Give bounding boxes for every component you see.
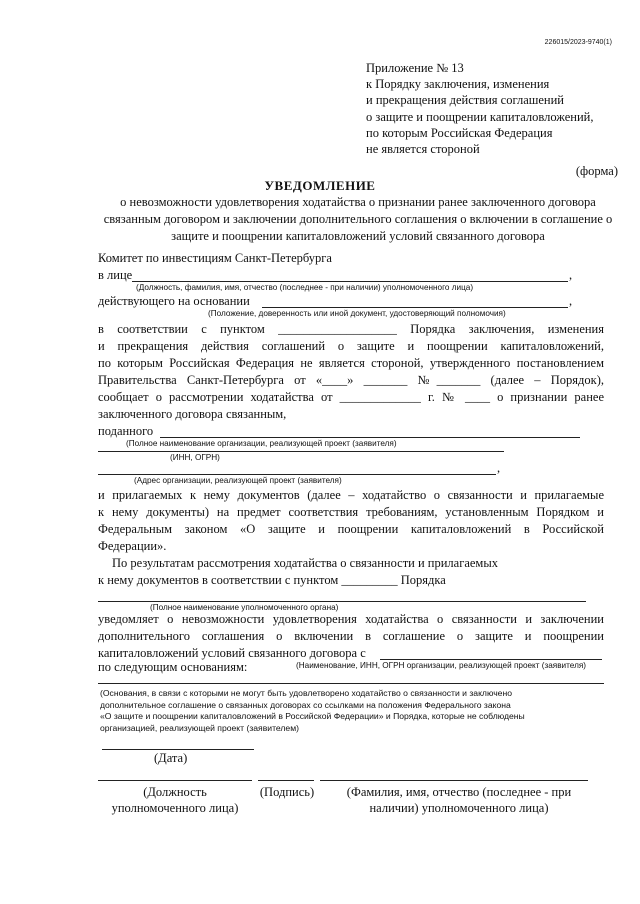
paragraph-line: в соответствии с пунктом ___________________ Порядка заключения, изменения bbox=[98, 322, 604, 336]
page-subtitle: о невозможности удовлетворения ходатайства о признании ранее заключенного договора связанным договором и заключении дополнительного соглашения о включении в соглашение о защите и поощрении капиталовложений условий связанного договора bbox=[103, 195, 613, 243]
committee-name: Комитет по инвестициям Санкт-Петербурга bbox=[98, 251, 332, 265]
paragraph-line: к нему документы) на предмет соответствия требованиям, установленным Порядком и bbox=[98, 505, 604, 519]
form-label: (форма) bbox=[575, 164, 618, 178]
paragraph-line: по которым Российская Федерация не является стороной, утвержденного постановлением bbox=[98, 356, 604, 370]
name-caption bbox=[320, 784, 598, 816]
date-label: (Дата) bbox=[154, 751, 188, 765]
document-id: 226015/2023-9740(1) bbox=[544, 39, 612, 46]
caption-line: наличии) уполномоченного лица) bbox=[369, 801, 549, 815]
grounds-caption bbox=[100, 688, 525, 734]
submitted-label: поданного bbox=[98, 424, 154, 438]
date-line bbox=[102, 749, 254, 750]
signature-caption: (Подпись) bbox=[259, 785, 315, 799]
person-field-line bbox=[132, 281, 568, 282]
appendix-line: по которым Российская Федерация bbox=[366, 125, 553, 140]
paragraph-line: и прекращения действия соглашений о защите и поощрении капиталовложений, bbox=[98, 339, 604, 353]
caption-line: уполномоченного лица) bbox=[111, 801, 239, 815]
applicant-caption: (Наименование, ИНН, ОГРН организации, реализующей проект (заявителя) bbox=[296, 661, 587, 670]
name-line bbox=[320, 780, 588, 781]
comma: , bbox=[569, 268, 573, 282]
comma: , bbox=[497, 461, 501, 475]
signature-line bbox=[258, 780, 314, 781]
comma: , bbox=[569, 294, 573, 308]
address-line bbox=[98, 474, 496, 475]
paragraph-line: Правительства Санкт-Петербурга от «____» _______ №_______ (далее – Порядок), bbox=[98, 373, 604, 387]
caption-line: дополнительное соглашение о связанных договорах со ссылками на положения Федерального закона bbox=[100, 699, 511, 710]
paragraph-line: Федерации». bbox=[98, 539, 167, 553]
appendix-line: к Порядку заключения, изменения bbox=[366, 77, 550, 92]
position-line bbox=[98, 780, 252, 781]
address-caption: (Адрес организации, реализующей проект (заявителя) bbox=[134, 476, 342, 485]
basis-field-line bbox=[262, 307, 568, 308]
caption-line: «О защите и поощрении капиталовложений в Российской Федерации» и Порядка, которые не соблюдены bbox=[100, 711, 525, 721]
paragraph-line: и прилагаемых к нему документов (далее – ходатайство о связанности и прилагаемые bbox=[98, 488, 604, 502]
paragraph-line: Федеральным законом «О защите и поощрении капиталовложений в Российской bbox=[98, 522, 604, 536]
paragraph-line: уведомляет о невозможности удовлетворения ходатайства о связанности и заключении bbox=[98, 612, 604, 626]
caption-line: (Должность bbox=[143, 785, 207, 799]
caption-line: организацией, реализующей проект (заявителем) bbox=[100, 722, 299, 733]
inn-line bbox=[98, 451, 504, 452]
appendix-block bbox=[366, 60, 593, 157]
person-caption: (Должность, фамилия, имя, отчество (последнее - при наличии) уполномоченного лица) bbox=[136, 283, 474, 292]
paragraph-line: капиталовложений условий связанного договора с bbox=[98, 646, 366, 660]
paragraph-line: дополнительного соглашения о включении в соглашение о защите и поощрении bbox=[98, 629, 604, 643]
paragraph-line: к нему документов в соответствии с пунктом _________ Порядка bbox=[98, 573, 446, 587]
caption-line: (Основания, в связи с которыми не могут быть удовлетворено ходатайство о связанности и заключено bbox=[100, 688, 512, 698]
org-name-line bbox=[160, 437, 580, 438]
basis-caption: (Положение, доверенность или иной документ, удостоверяющий полномочия) bbox=[208, 309, 506, 318]
applicant-line bbox=[380, 659, 602, 660]
authority-line bbox=[98, 601, 586, 602]
page-title: УВЕДОМЛЕНИЕ bbox=[264, 178, 376, 193]
position-caption bbox=[94, 784, 256, 816]
grounds-label: по следующим основаниям: bbox=[98, 660, 248, 674]
grounds-line bbox=[98, 683, 604, 684]
authority-caption: (Полное наименование уполномоченного органа) bbox=[150, 603, 339, 612]
appendix-line: и прекращения действия соглашений bbox=[366, 93, 564, 108]
appendix-line: Приложение № 13 bbox=[366, 61, 464, 75]
paragraph-line: сообщает о рассмотрении ходатайства от _____________ г. № ____ о признании ранее bbox=[98, 390, 604, 404]
org-name-caption: (Полное наименование организации, реализующей проект (заявителя) bbox=[126, 439, 397, 448]
paragraph-line: заключенного договора связанным, bbox=[98, 407, 287, 421]
in-person-label: в лице bbox=[98, 268, 133, 282]
inn-caption: (ИНН, ОГРН) bbox=[170, 453, 220, 462]
acting-basis-label: действующего на основании bbox=[98, 294, 250, 308]
caption-line: (Фамилия, имя, отчество (последнее - при bbox=[346, 785, 572, 799]
appendix-line: не является стороной bbox=[366, 142, 480, 157]
paragraph-line: По результатам рассмотрения ходатайства о связанности и прилагаемых bbox=[112, 556, 498, 570]
appendix-line: о защите и поощрении капиталовложений, bbox=[366, 109, 594, 124]
